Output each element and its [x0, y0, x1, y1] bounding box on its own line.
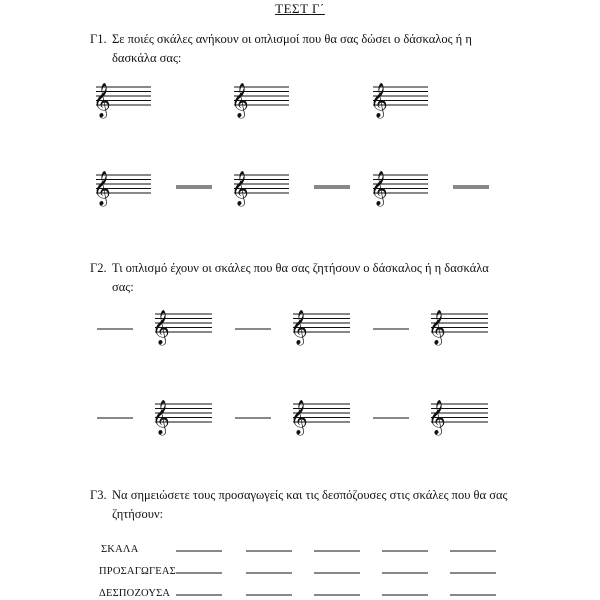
question-number: Γ2.: [90, 261, 107, 275]
table-label-leading-tone: ΠΡΟΣΑΓΩΓΕΑΣ: [99, 566, 176, 577]
question-number: Γ1.: [90, 32, 107, 46]
treble-clef-icon: 𝄞: [370, 171, 388, 206]
question-text-line1: Σε ποιές σκάλες ανήκουν οι οπλισμοί που θα σας δώσει ο δάσκαλος ή η: [112, 32, 472, 46]
treble-clef-icon: 𝄞: [152, 310, 170, 345]
staff: [290, 400, 350, 436]
treble-clef-icon: 𝄞: [93, 83, 111, 118]
staff: [428, 400, 488, 436]
question-text-line2: σας:: [112, 280, 134, 294]
staff: [93, 83, 151, 119]
treble-clef-icon: 𝄞: [428, 400, 446, 435]
staff: [428, 310, 488, 346]
treble-clef-icon: 𝄞: [93, 171, 111, 206]
treble-clef-icon: 𝄞: [370, 83, 388, 118]
staff: [93, 171, 151, 207]
staff: [370, 171, 428, 207]
treble-clef-icon: 𝄞: [231, 171, 249, 206]
treble-clef-icon: 𝄞: [152, 400, 170, 435]
question-text-line1: Τι οπλισμό έχουν οι σκάλες που θα σας ζητήσουν ο δάσκαλος ή η δασκάλα: [112, 261, 489, 275]
staff: [152, 310, 212, 346]
question-text-line2: δασκάλα σας:: [112, 51, 182, 65]
treble-clef-icon: 𝄞: [290, 310, 308, 345]
staff: [231, 171, 289, 207]
treble-clef-icon: 𝄞: [428, 310, 446, 345]
table-label-dominant: ΔΕΣΠΟΖΟΥΣΑ: [99, 588, 171, 599]
table-label-scale: ΣΚΑΛΑ: [101, 544, 139, 555]
staff: [152, 400, 212, 436]
treble-clef-icon: 𝄞: [290, 400, 308, 435]
staff: [370, 83, 428, 119]
question-text-line1: Να σημειώσετε τους προσαγωγείς και τις δεσπόζουσες στις σκάλες που θα σας: [112, 488, 508, 502]
question-text-line2: ζητήσουν:: [112, 507, 164, 521]
treble-clef-icon: 𝄞: [231, 83, 249, 118]
staff: [290, 310, 350, 346]
title-text: ΤΕΣΤ Γ΄: [275, 1, 325, 16]
staff: [231, 83, 289, 119]
question-number: Γ3.: [90, 488, 107, 502]
